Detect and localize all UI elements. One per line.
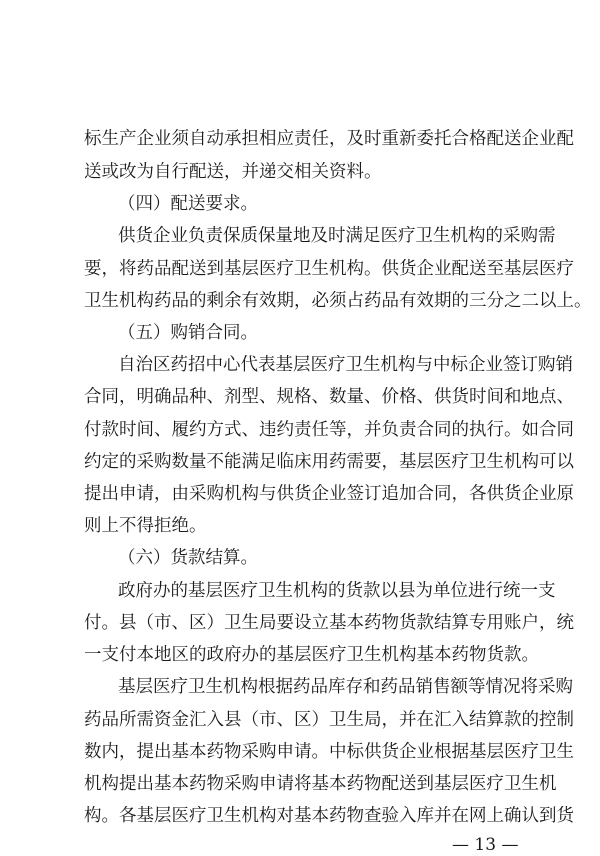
paragraph-2-line-2: 要，将药品配送到基层医疗卫生机构。供货企业配送至基层医疗 <box>84 259 574 279</box>
paragraph-2-line-3: 卫生机构药品的剩余有效期，必须占药品有效期的三分之二以上。 <box>84 291 592 311</box>
paragraph-3-line-2: 合同，明确品种、剂型、规格、数量、价格、供货时间和地点、 <box>84 387 574 407</box>
paragraph-3-line-1: 自治区药招中心代表基层医疗卫生机构与中标企业签订购销 <box>118 355 573 375</box>
paragraph-5-line-1: 基层医疗卫生机构根据药品库存和药品销售额等情况将采购 <box>118 677 573 697</box>
section-heading-5: （五）购销合同。 <box>118 323 258 343</box>
section-heading-4: （四）配送要求。 <box>118 194 258 214</box>
section-heading-6: （六）货款结算。 <box>118 548 258 568</box>
paragraph-2-line-1: 供货企业负责保质保量地及时满足医疗卫生机构的采购需 <box>118 226 556 246</box>
paragraph-3-line-6: 则上不得拒绝。 <box>84 516 207 536</box>
paragraph-5-line-5: 构。各基层医疗卫生机构对基本药物查验入库并在网上确认到货 <box>84 806 574 826</box>
paragraph-4-line-2: 付。县（市、区）卫生局要设立基本药物货款结算专用账户，统 <box>84 613 574 633</box>
paragraph-5-line-4: 机构提出基本药物采购申请将基本药物配送到基层医疗卫生机 <box>84 774 557 794</box>
paragraph-3-line-3: 付款时间、履约方式、违约责任等，并负责合同的执行。如合同 <box>84 420 574 440</box>
paragraph-4-line-3: 一支付本地区的政府办的基层医疗卫生机构基本药物货款。 <box>84 645 539 665</box>
paragraph-3-line-4: 约定的采购数量不能满足临床用药需要，基层医疗卫生机构可以 <box>84 452 574 472</box>
page-number: — 13 — <box>452 835 519 855</box>
paragraph-1-line-2: 送或改为自行配送，并递交相关资料。 <box>84 162 382 182</box>
paragraph-1-line-1: 标生产企业须自动承担相应责任，及时重新委托合格配送企业配 <box>84 129 574 149</box>
paragraph-4-line-1: 政府办的基层医疗卫生机构的货款以县为单位进行统一支 <box>118 581 556 601</box>
paragraph-3-line-5: 提出申请，由采购机构与供货企业签订追加合同，各供货企业原 <box>84 484 574 504</box>
paragraph-5-line-2: 药品所需资金汇入县（市、区）卫生局，并在汇入结算款的控制 <box>84 710 574 730</box>
paragraph-5-line-3: 数内，提出基本药物采购申请。中标供货企业根据基层医疗卫生 <box>84 742 574 762</box>
